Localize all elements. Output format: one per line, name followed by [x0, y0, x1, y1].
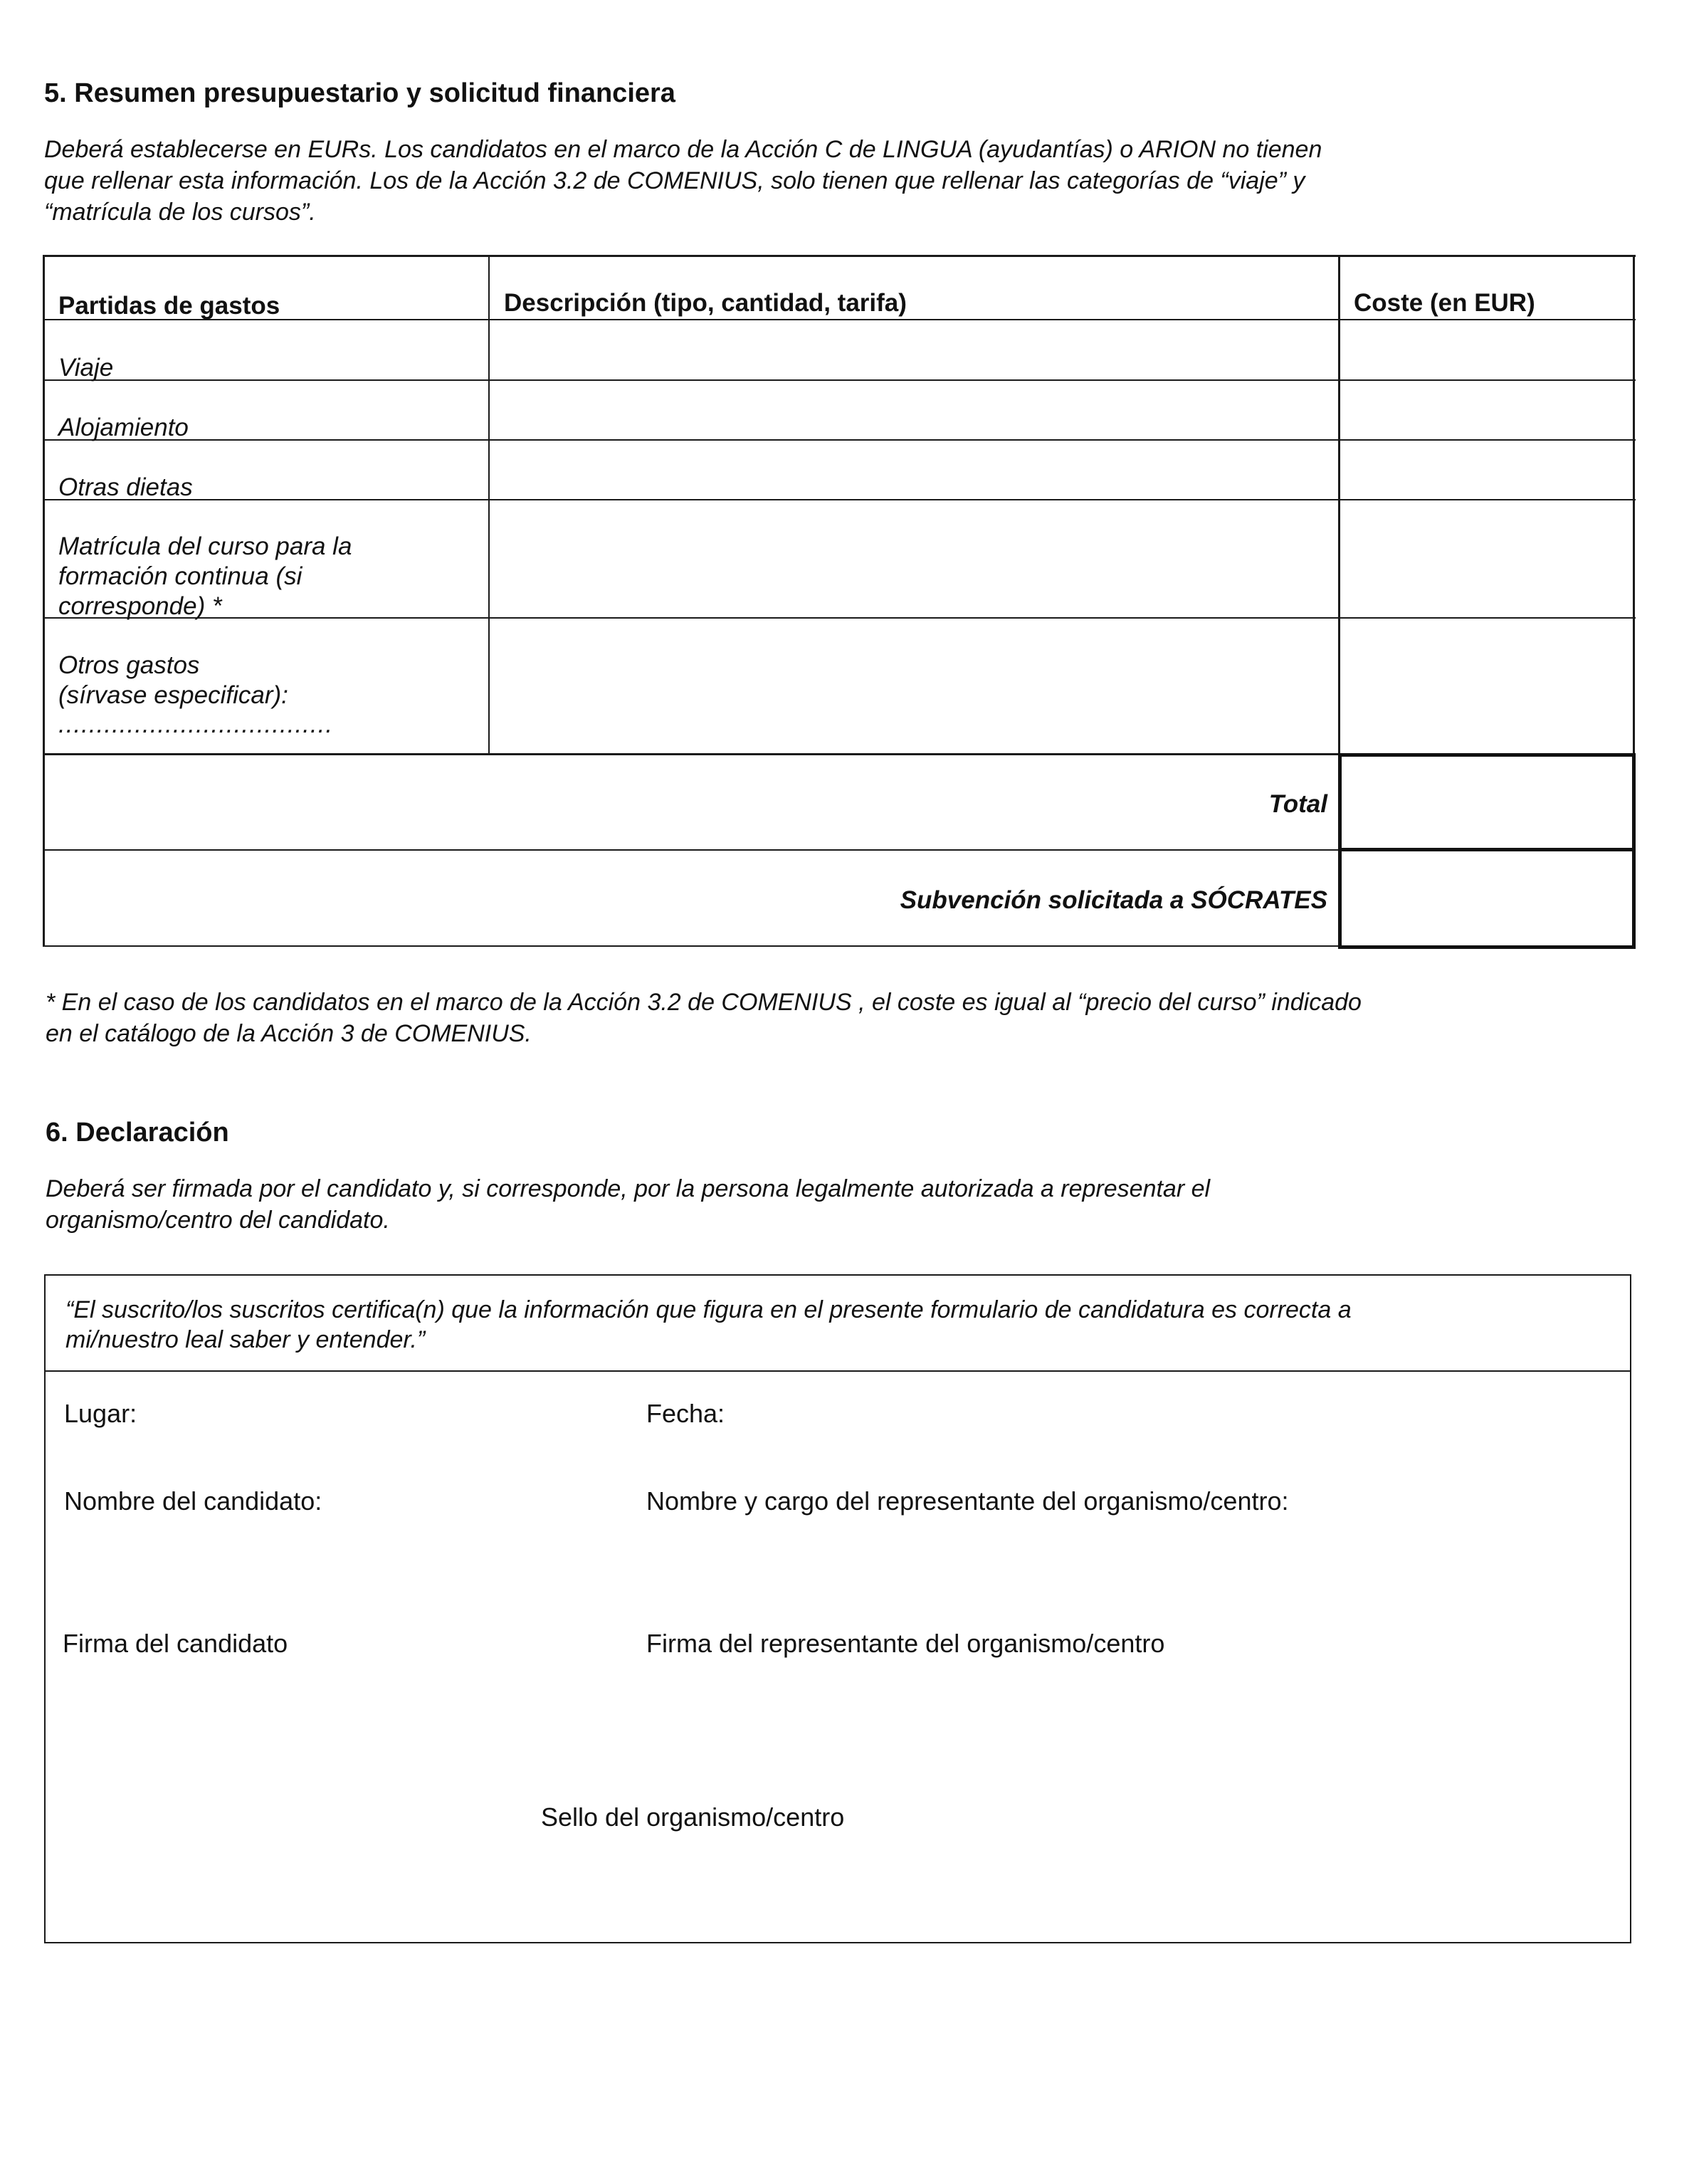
- declaration-statement-line-1: “El suscrito/los suscritos certifica(n) que la información que figura en el presente formulario de candidatura es correcta a: [65, 1296, 1352, 1323]
- representative-name-field[interactable]: Nombre y cargo del representante del organismo/centro:: [646, 1486, 1289, 1516]
- grant-label: Subvención solicitada a SÓCRATES: [900, 886, 1327, 914]
- section-6-intro-line-2: organismo/centro del candidato.: [46, 1207, 390, 1234]
- candidate-name-field[interactable]: Nombre del candidato:: [64, 1486, 322, 1516]
- total-label: Total: [1268, 790, 1327, 818]
- row-otros-line-3: ....................................: [58, 710, 334, 738]
- stamp-field[interactable]: Sello del organismo/centro: [541, 1802, 845, 1832]
- row-matricula-line-3: corresponde) *: [58, 592, 222, 620]
- section-5-intro-line-1: Deberá establecerse en EURs. Los candidatos en el marco de la Acción C de LINGUA (ayudantías) o ARION no tienen: [44, 136, 1322, 163]
- header-description: Descripción (tipo, cantidad, tarifa): [504, 289, 907, 317]
- section-6-intro-line-1: Deberá ser firmada por el candidato y, si corresponde, por la persona legalmente autorizada a representar el: [46, 1175, 1211, 1202]
- footnote-line-2: en el catálogo de la Acción 3 de COMENIUS.: [46, 1020, 532, 1047]
- representative-signature-field[interactable]: Firma del representante del organismo/centro: [646, 1629, 1165, 1658]
- row-matricula-line-2: formación continua (si: [58, 562, 302, 590]
- row-matricula-line-1: Matrícula del curso para la: [58, 532, 352, 560]
- header-items: Partidas de gastos: [58, 292, 280, 320]
- fecha-field[interactable]: Fecha:: [646, 1399, 725, 1428]
- row-alojamiento: Alojamiento: [58, 414, 189, 441]
- declaration-box: [44, 1274, 1631, 1943]
- footnote-line-1: * En el caso de los candidatos en el marco de la Acción 3.2 de COMENIUS , el coste es igual al “precio del curso” indicado: [46, 989, 1362, 1016]
- row-otros-line-1: Otros gastos: [58, 651, 200, 679]
- section-5-intro-line-2: que rellenar esta información. Los de la Acción 3.2 de COMENIUS, solo tienen que rellenar las categorías de “viaje” y: [44, 167, 1305, 194]
- section-5-intro-line-3: “matrícula de los cursos”.: [44, 199, 316, 226]
- grant-amount-box[interactable]: [1338, 848, 1636, 949]
- declaration-statement-line-2: mi/nuestro leal saber y entender.”: [65, 1326, 426, 1353]
- row-otros-line-2: (sírvase especificar):: [58, 681, 288, 709]
- header-cost: Coste (en EUR): [1354, 289, 1535, 317]
- candidate-signature-field[interactable]: Firma del candidato: [63, 1629, 288, 1658]
- row-otras-dietas: Otras dietas: [58, 473, 193, 501]
- total-cost-box[interactable]: [1338, 753, 1636, 851]
- section-5-title: 5. Resumen presupuestario y solicitud financiera: [44, 78, 675, 108]
- row-viaje: Viaje: [58, 354, 114, 382]
- lugar-field[interactable]: Lugar:: [64, 1399, 137, 1428]
- section-6-title: 6. Declaración: [46, 1118, 229, 1148]
